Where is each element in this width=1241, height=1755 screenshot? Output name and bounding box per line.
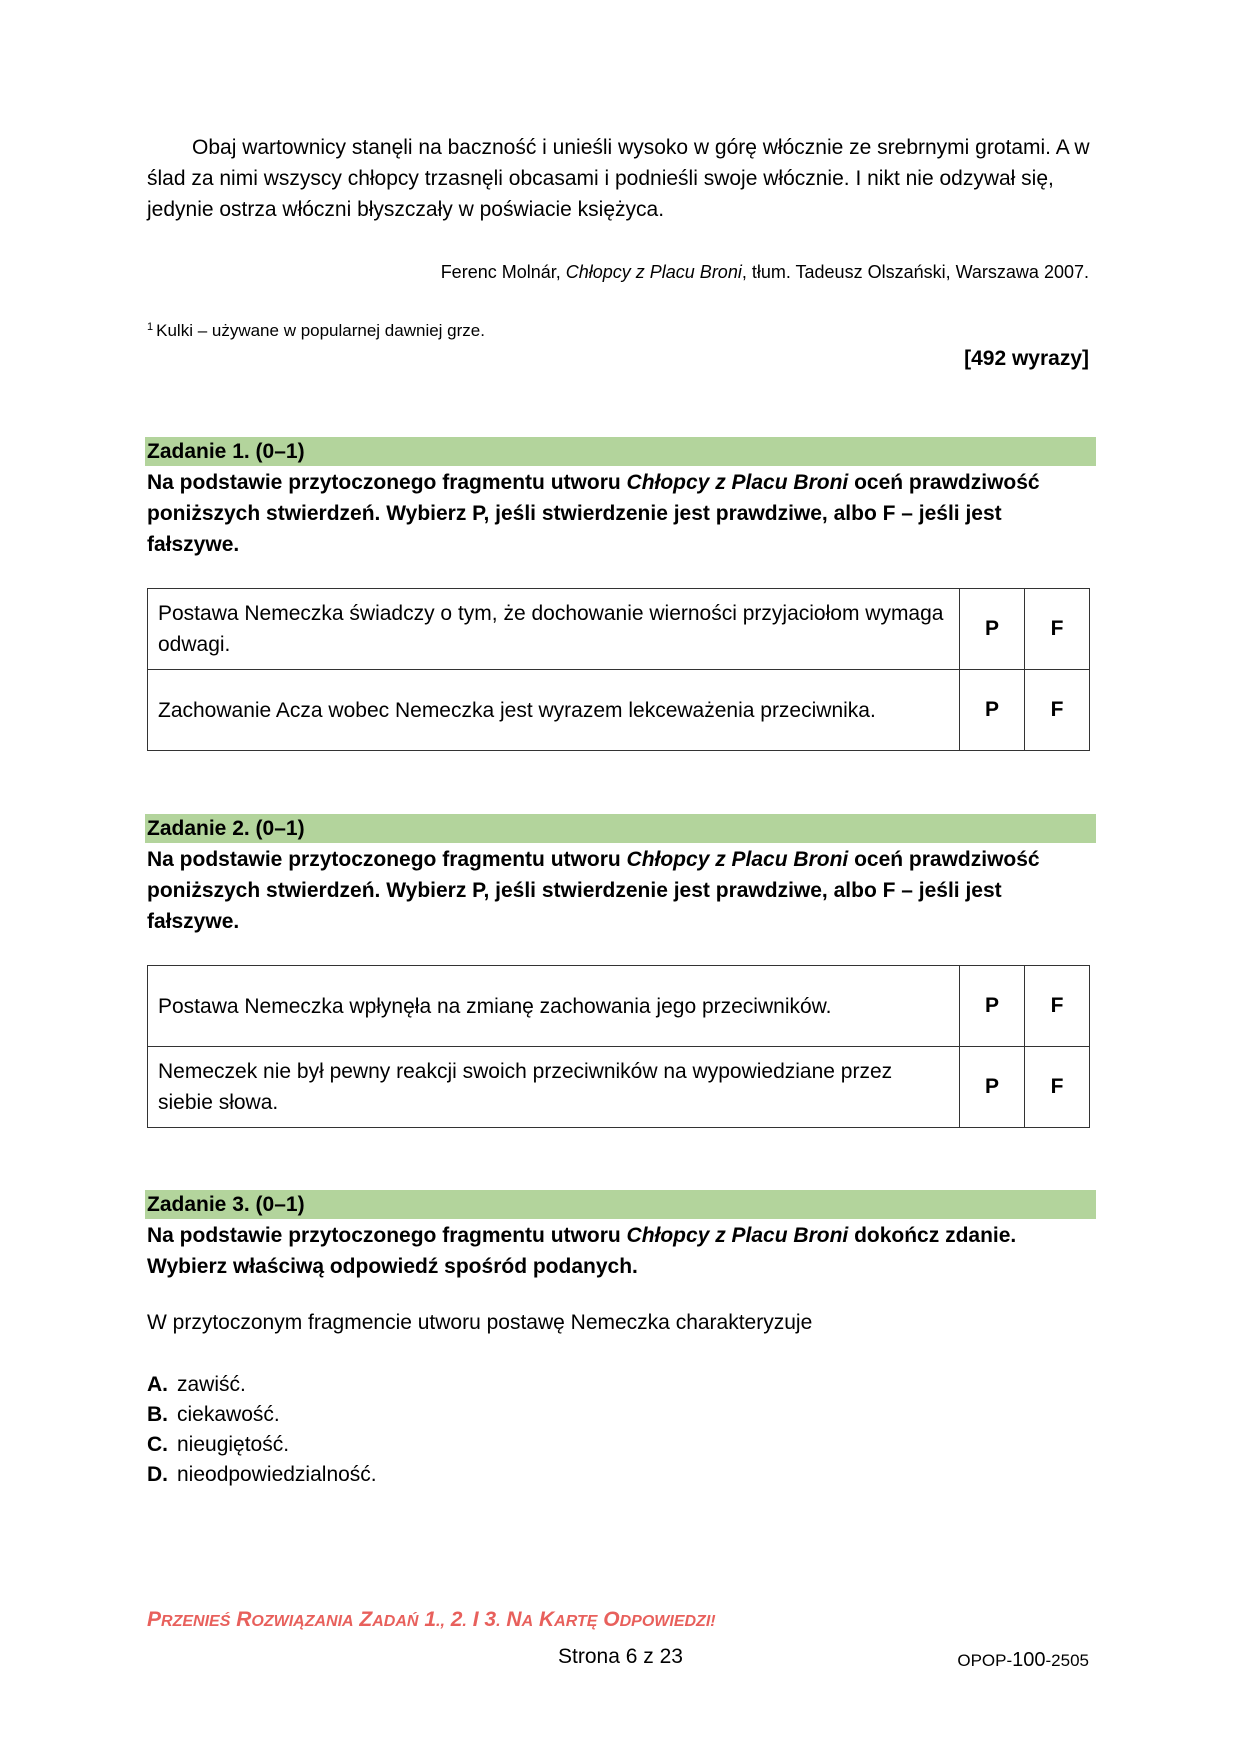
task-2-instruction bbox=[147, 844, 1087, 937]
instr-title: Chłopcy z Placu Broni bbox=[626, 1224, 849, 1247]
option-f[interactable]: F bbox=[1025, 966, 1090, 1047]
footnote bbox=[147, 321, 485, 341]
option-text: nieugiętość. bbox=[177, 1433, 290, 1456]
transfer-note bbox=[147, 1608, 716, 1632]
instr-text: Na podstawie przytoczonego fragmentu utworu bbox=[147, 848, 627, 871]
table-row bbox=[148, 589, 1090, 670]
option-letter: A. bbox=[147, 1373, 168, 1396]
table-row bbox=[148, 1047, 1090, 1128]
task-2-header: Zadanie 2. (0–1) bbox=[145, 814, 1096, 843]
option-p[interactable]: P bbox=[960, 1047, 1025, 1128]
option-f[interactable]: F bbox=[1025, 670, 1090, 751]
table-row bbox=[148, 670, 1090, 751]
option-text: zawiść. bbox=[177, 1373, 246, 1396]
task-3-header: Zadanie 3. (0–1) bbox=[145, 1190, 1096, 1219]
task-3-lead: W przytoczonym fragmencie utworu postawę Nemeczka charakteryzuje bbox=[147, 1311, 813, 1334]
code-suffix: -2505 bbox=[1045, 1651, 1089, 1670]
instr-title: Chłopcy z Placu Broni bbox=[626, 848, 849, 871]
instr-text: oceń prawdziwość poniższych stwierdzeń. Wybierz P, jeśli stwierdzenie jest prawdziwe, albo F – jeśli jest fałszywe. bbox=[147, 848, 1040, 933]
option-p[interactable]: P bbox=[960, 966, 1025, 1047]
table-row bbox=[148, 966, 1090, 1047]
word-count: [492 wyrazy] bbox=[964, 347, 1089, 370]
answer-options bbox=[147, 1370, 377, 1490]
footnote-text: Kulki – używane w popularnej dawniej grze. bbox=[156, 321, 485, 340]
code-prefix: OPOP- bbox=[957, 1651, 1013, 1670]
task-3-instruction bbox=[147, 1220, 1087, 1282]
option-c[interactable] bbox=[147, 1430, 377, 1460]
code-main: 100 bbox=[1012, 1649, 1046, 1671]
task-1-instruction bbox=[147, 467, 1087, 560]
option-letter: C. bbox=[147, 1433, 168, 1456]
task-1-header: Zadanie 1. (0–1) bbox=[145, 437, 1096, 466]
option-d[interactable] bbox=[147, 1460, 377, 1490]
statement: Postawa Nemeczka świadczy o tym, że dochowanie wierności przyjaciołom wymaga odwagi. bbox=[148, 589, 960, 670]
option-b[interactable] bbox=[147, 1400, 377, 1430]
citation-title: Chłopcy z Placu Broni bbox=[565, 262, 742, 282]
option-text: nieodpowiedzialność. bbox=[177, 1463, 377, 1486]
option-letter: B. bbox=[147, 1403, 168, 1426]
instr-title: Chłopcy z Placu Broni bbox=[626, 471, 849, 494]
option-text: ciekawość. bbox=[177, 1403, 280, 1426]
option-f[interactable]: F bbox=[1025, 1047, 1090, 1128]
footnote-marker: 1 bbox=[147, 321, 154, 333]
instr-text: dokończ zdanie. Wybierz właściwą odpowiedź spośród podanych. bbox=[147, 1224, 1017, 1278]
citation bbox=[441, 262, 1089, 283]
instr-text: Na podstawie przytoczonego fragmentu utworu bbox=[147, 1224, 627, 1247]
citation-author: Ferenc Molnár, bbox=[440, 262, 566, 282]
option-p[interactable]: P bbox=[960, 589, 1025, 670]
instr-text: Na podstawie przytoczonego fragmentu utworu bbox=[147, 471, 627, 494]
transfer-note-text: PRZENIEŚ ROZWIĄZANIA ZADAŃ 1., 2. I 3. NA KARTĘ ODPOWIEDZI! bbox=[147, 1608, 716, 1631]
passage-text bbox=[147, 132, 1097, 225]
statement: Zachowanie Acza wobec Nemeczka jest wyrazem lekceważenia przeciwnika. bbox=[148, 670, 960, 751]
option-letter: D. bbox=[147, 1463, 168, 1486]
statement: Nemeczek nie był pewny reakcji swoich przeciwników na wypowiedziane przez siebie słowa. bbox=[148, 1047, 960, 1128]
instr-text: oceń prawdziwość poniższych stwierdzeń. Wybierz P, jeśli stwierdzenie jest prawdziwe, albo F – jeśli jest fałszywe. bbox=[147, 471, 1040, 556]
passage-body: Obaj wartownicy stanęli na baczność i unieśli wysoko w górę włócznie ze srebrnymi grotami. A w ślad za nimi wszyscy chłopcy trzasnęli obcasami i podnieśli swoje włócznie. I nikt nie odzywał się, jedynie ostrza włóczni błyszczały w poświacie księżyca. bbox=[147, 136, 1090, 221]
option-f[interactable]: F bbox=[1025, 589, 1090, 670]
task-2-table bbox=[147, 965, 1090, 1128]
page-number: Strona 6 z 23 bbox=[558, 1645, 683, 1668]
task-1-table bbox=[147, 588, 1090, 751]
exam-code bbox=[957, 1649, 1089, 1672]
option-a[interactable] bbox=[147, 1370, 377, 1400]
statement: Postawa Nemeczka wpłynęła na zmianę zachowania jego przeciwników. bbox=[148, 966, 960, 1047]
option-p[interactable]: P bbox=[960, 670, 1025, 751]
citation-details: , tłum. Tadeusz Olszański, Warszawa 2007. bbox=[741, 262, 1089, 282]
